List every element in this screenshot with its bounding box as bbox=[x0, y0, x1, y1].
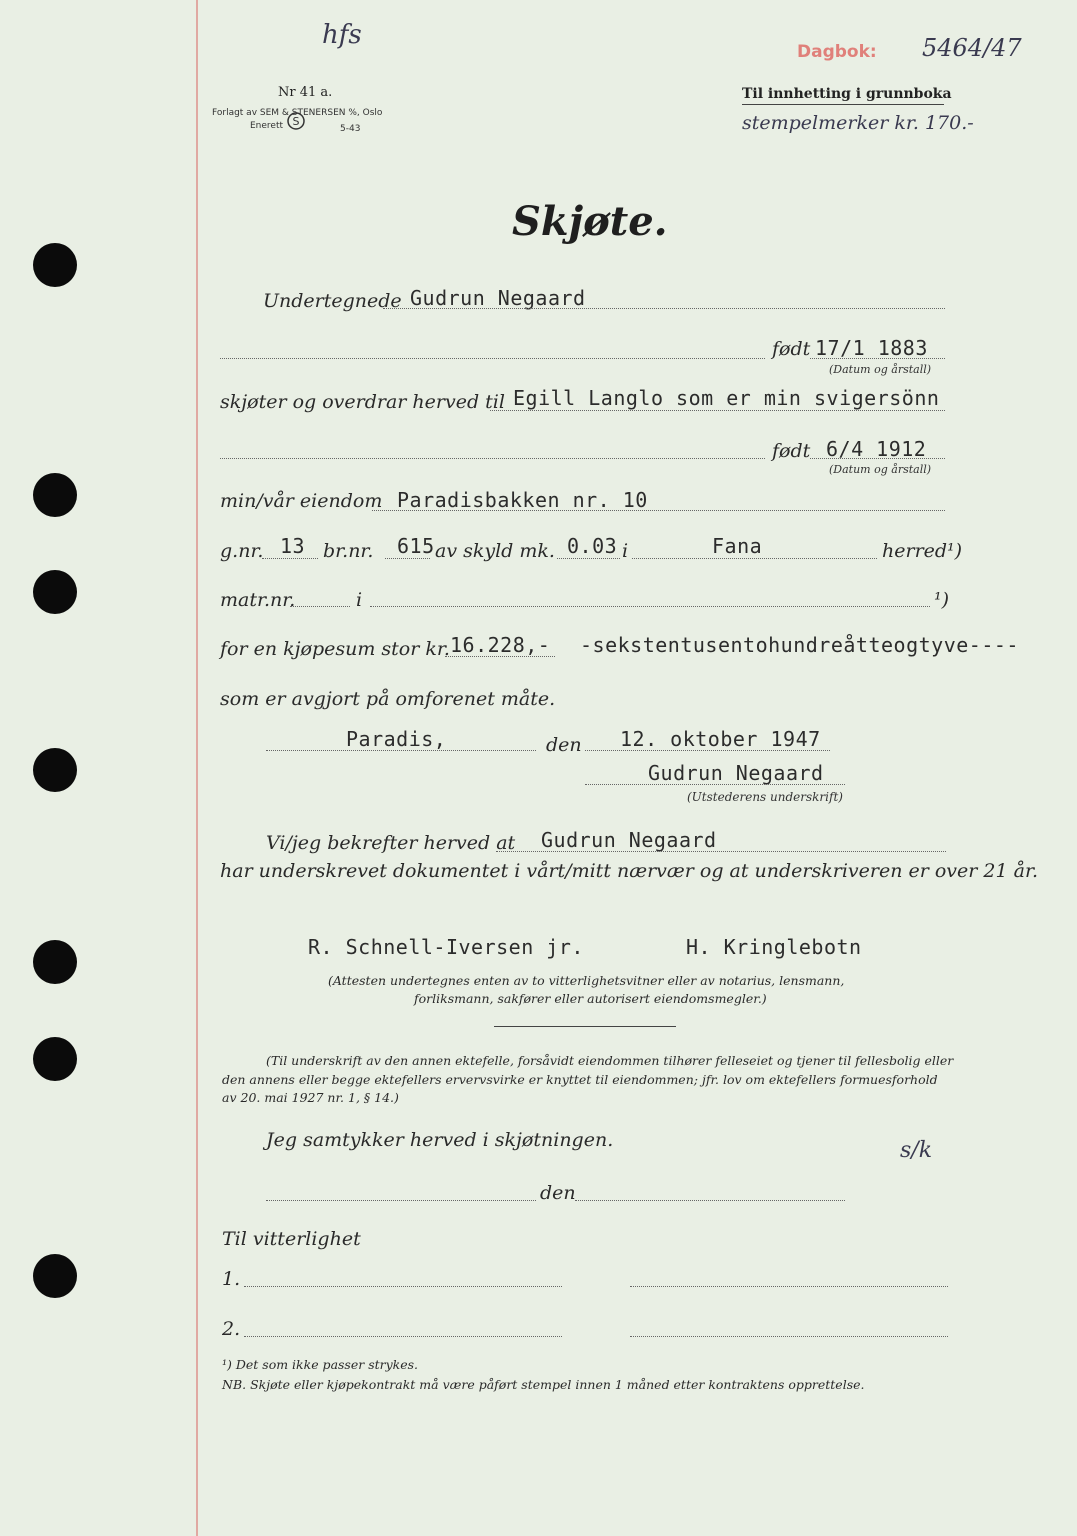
fodt-dots bbox=[220, 358, 765, 359]
svg-text:S: S bbox=[292, 115, 300, 128]
witness-2-name: H. Kringlebotn bbox=[686, 935, 862, 959]
dagbok-stamp: Dagbok: bbox=[797, 42, 877, 62]
den2-date-dots bbox=[575, 1200, 845, 1201]
den2-label: den bbox=[540, 1182, 576, 1204]
skjoter-value: Egill Langlo som er min svigersönn bbox=[513, 386, 940, 410]
matr-dots bbox=[290, 606, 350, 607]
publisher-line: Forlagt av SEM & STENERSEN %, Oslo bbox=[212, 108, 383, 118]
grunnboka-underline bbox=[742, 104, 944, 105]
herred-label: herred¹) bbox=[882, 540, 963, 562]
footnote-1: ¹) Det som ikke passer strykes. bbox=[222, 1357, 419, 1372]
vitterlighet-label: Til vitterlighet bbox=[222, 1228, 361, 1250]
kjopesum-label: for en kjøpesum stor kr. bbox=[220, 638, 450, 660]
publisher-code: 5-43 bbox=[340, 124, 361, 134]
spouse-note-1: (Til underskrift av den annen ektefelle, forsåvidt eiendommen tilhører felleseiet og tjener til fellesbolig eller bbox=[266, 1053, 954, 1068]
spouse-note-2: den annens eller begge ektefellers ervervsvirke er knyttet til eiendommen; jfr. lov om ektefellers formuesforhold bbox=[222, 1072, 938, 1087]
skyld-value: 0.03 bbox=[567, 534, 618, 558]
vitne-2-dots-a bbox=[244, 1336, 562, 1337]
vi-label: Vi/jeg bekrefter herved at bbox=[266, 832, 516, 854]
place-dots bbox=[266, 750, 536, 751]
fodt2-dots bbox=[220, 458, 765, 459]
document-title: Skjøte. bbox=[512, 198, 668, 245]
avgjort-line: som er avgjort på omforenet måte. bbox=[220, 688, 556, 710]
fodt2-value-dots bbox=[810, 458, 945, 459]
matr-i-dots bbox=[370, 606, 930, 607]
undertegnede-label: Undertegnede bbox=[263, 290, 402, 312]
datum-hint: (Datum og årstall) bbox=[829, 363, 932, 376]
vitne-1-dots-a bbox=[244, 1286, 562, 1287]
kjopesum-dots bbox=[445, 656, 555, 657]
undertegnede-dots bbox=[383, 308, 945, 309]
eiendom-dots bbox=[372, 510, 945, 511]
initials-handwritten: hfs bbox=[322, 20, 362, 50]
brnr-dots bbox=[385, 558, 430, 559]
den2-place-dots bbox=[266, 1200, 536, 1201]
gnr-value: 13 bbox=[280, 534, 306, 558]
attest-note-2: forliksmann, sakfører eller autorisert eiendomsmegler.) bbox=[414, 991, 767, 1006]
vi-value: Gudrun Negaard bbox=[541, 828, 717, 852]
punch-hole bbox=[33, 570, 77, 614]
grunnboka-title: Til innhetting i grunnboka bbox=[742, 86, 952, 102]
punch-hole bbox=[33, 243, 77, 287]
stempelmerker-note: stempelmerker kr. 170.- bbox=[742, 112, 974, 134]
gnr-label: g.nr. bbox=[220, 540, 264, 562]
signature-hint: (Utstederens underskrift) bbox=[687, 790, 843, 804]
skjoter-label: skjøter og overdrar herved til bbox=[220, 391, 505, 413]
den-label: den bbox=[546, 734, 582, 756]
punch-hole bbox=[33, 940, 77, 984]
har-line: har underskrevet dokumentet i vårt/mitt nærvær og at underskriveren er over 21 år. bbox=[220, 860, 1038, 882]
spouse-note-3: av 20. mai 1927 nr. 1, § 14.) bbox=[222, 1090, 399, 1105]
vi-dots bbox=[496, 851, 946, 852]
matr-end: ¹) bbox=[934, 589, 950, 611]
fodt-label: født bbox=[772, 338, 811, 360]
undertegnede-value: Gudrun Negaard bbox=[410, 286, 586, 310]
place-value: Paradis, bbox=[346, 727, 447, 751]
punch-hole bbox=[33, 748, 77, 792]
gnr-dots bbox=[262, 558, 318, 559]
publisher-logo-icon bbox=[286, 111, 306, 131]
punch-hole bbox=[33, 473, 77, 517]
samtykke-line: Jeg samtykker herved i skjøtningen. bbox=[266, 1129, 614, 1151]
samtykke-mark: s/k bbox=[900, 1138, 933, 1163]
witness-1-name: R. Schnell-Iversen jr. bbox=[308, 935, 584, 959]
herred-value: Fana bbox=[712, 534, 763, 558]
vitne-2-number: 2. bbox=[222, 1318, 241, 1340]
red-margin-line bbox=[196, 0, 198, 1536]
eiendom-value: Paradisbakken nr. 10 bbox=[397, 488, 648, 512]
vitne-1-number: 1. bbox=[222, 1268, 241, 1290]
footnote-2: NB. Skjøte eller kjøpekontrakt må være påført stempel innen 1 måned etter kontraktens opprettelse. bbox=[222, 1377, 865, 1392]
fodt2-value: 6/4 1912 bbox=[826, 437, 927, 461]
punch-hole bbox=[33, 1254, 77, 1298]
form-number: Nr 41 a. bbox=[278, 85, 333, 100]
punch-hole bbox=[33, 1037, 77, 1081]
fodt-value-dots bbox=[810, 358, 945, 359]
skyld-dots bbox=[557, 558, 620, 559]
attest-note-1: (Attesten undertegnes enten av to vitterlighetsvitner eller av notarius, lensmann, bbox=[328, 973, 845, 988]
issuer-signature: Gudrun Negaard bbox=[648, 761, 824, 785]
publisher-enerett: Enerett bbox=[250, 121, 284, 131]
kjopesum-value: 16.228,- bbox=[450, 633, 551, 657]
skyld-label: av skyld mk. bbox=[435, 540, 555, 562]
brnr-label: br.nr. bbox=[323, 540, 374, 562]
signature-dots bbox=[585, 784, 845, 785]
date-value: 12. oktober 1947 bbox=[620, 727, 821, 751]
herred-dots bbox=[632, 558, 877, 559]
matr-label: matr.nr. bbox=[220, 589, 296, 611]
attest-divider bbox=[494, 1026, 676, 1027]
matr-i: i bbox=[356, 589, 363, 611]
fodt2-label: født bbox=[772, 440, 811, 462]
diary-number: 5464/47 bbox=[922, 34, 1022, 62]
skjoter-dots bbox=[490, 410, 945, 411]
vitne-1-dots-b bbox=[630, 1286, 948, 1287]
eiendom-label: min/vår eiendom bbox=[220, 490, 383, 512]
brnr-value: 615 bbox=[397, 534, 435, 558]
fodt-value: 17/1 1883 bbox=[815, 336, 928, 360]
datum-hint-2: (Datum og årstall) bbox=[829, 463, 932, 476]
vitne-2-dots-b bbox=[630, 1336, 948, 1337]
kjopesum-words: -sekstentusentohundreåtteogtyve---- bbox=[580, 633, 1019, 657]
date-dots bbox=[585, 750, 830, 751]
i-label: i bbox=[622, 540, 629, 562]
